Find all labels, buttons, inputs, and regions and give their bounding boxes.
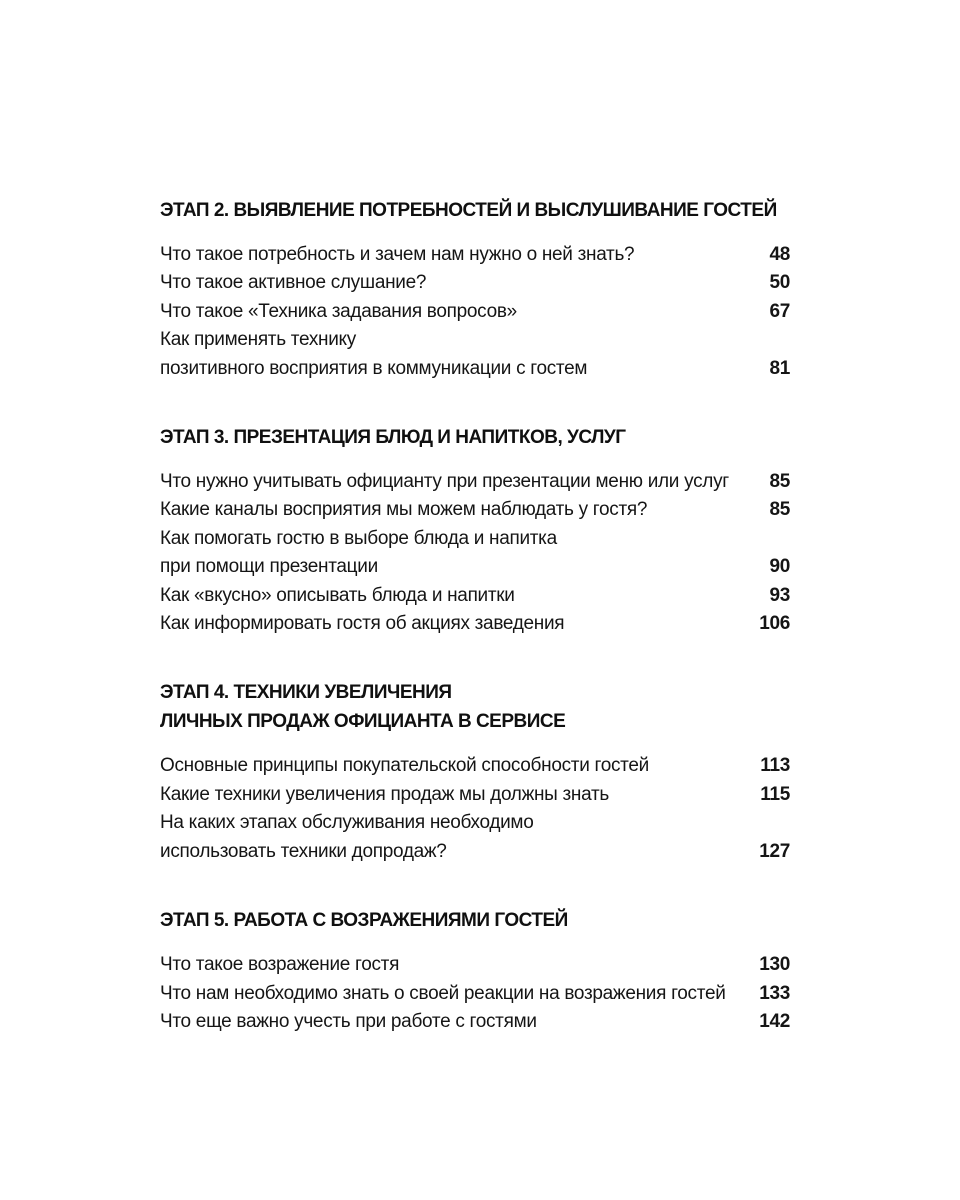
toc-entry bbox=[160, 298, 790, 326]
toc-entry-title: На каких этапах обслуживания необходимо bbox=[160, 812, 534, 834]
toc-entry-title: Что еще важно учесть при работе с гостями bbox=[160, 1010, 537, 1032]
toc-entry-page: 90 bbox=[769, 556, 790, 578]
toc-entry bbox=[160, 355, 790, 383]
toc-entry bbox=[160, 241, 790, 269]
toc-entry-title: Какие техники увеличения продаж мы должны знать bbox=[160, 783, 609, 805]
toc-entry-page: 50 bbox=[769, 272, 790, 294]
toc-section bbox=[160, 906, 790, 1036]
toc-entry bbox=[160, 610, 790, 638]
toc-section bbox=[160, 678, 790, 866]
toc-entry-page: 115 bbox=[760, 783, 790, 805]
toc-entry-title: Что такое потребность и зачем нам нужно о ней знать? bbox=[160, 244, 635, 265]
toc-entry-page: 130 bbox=[759, 954, 790, 976]
toc-entry-page: 48 bbox=[769, 244, 790, 265]
toc-entry bbox=[160, 496, 790, 524]
toc-entry bbox=[160, 951, 790, 979]
section-rows bbox=[160, 951, 790, 1036]
toc-entry bbox=[160, 553, 790, 581]
section-rows bbox=[160, 752, 790, 866]
toc-entry-title: Какие каналы восприятия мы можем наблюдать у гостя? bbox=[160, 499, 648, 521]
toc-entry-page: 106 bbox=[759, 613, 790, 635]
section-rows bbox=[160, 241, 790, 383]
toc-section bbox=[160, 196, 790, 383]
toc-section bbox=[160, 423, 790, 638]
toc-entry-title: Как «вкусно» описывать блюда и напитки bbox=[160, 584, 515, 606]
toc-entry bbox=[160, 781, 790, 809]
toc-entry-title: Что нужно учитывать официанту при презентации меню или услуг bbox=[160, 471, 729, 493]
toc-entry-title: позитивного восприятия в коммуникации с гостем bbox=[160, 357, 588, 379]
toc-entry bbox=[160, 582, 790, 610]
section-heading-line: ЭТАП 3. ПРЕЗЕНТАЦИЯ БЛЮД И НАПИТКОВ, УСЛУГ bbox=[160, 427, 626, 449]
toc-entry-page: 81 bbox=[769, 357, 790, 379]
section-heading-line: ЭТАП 4. ТЕХНИКИ УВЕЛИЧЕНИЯ bbox=[160, 682, 452, 704]
toc-entry-title: использовать техники допродаж? bbox=[160, 840, 447, 862]
section-heading-line: ЭТАП 5. РАБОТА С ВОЗРАЖЕНИЯМИ ГОСТЕЙ bbox=[160, 910, 568, 932]
toc-entry-page: 93 bbox=[769, 584, 790, 606]
toc-entry-title: Как информировать гостя об акциях заведения bbox=[160, 613, 565, 635]
toc-entry-title: Что такое возражение гостя bbox=[160, 954, 400, 976]
section-heading-line: ЛИЧНЫХ ПРОДАЖ ОФИЦИАНТА В СЕРВИСЕ bbox=[160, 711, 566, 733]
toc-entry bbox=[160, 269, 790, 297]
toc-entry bbox=[160, 1008, 790, 1036]
toc-entry-title: Основные принципы покупательской способности гостей bbox=[160, 755, 649, 777]
toc-entry-title: Что нам необходимо знать о своей реакции на возражения гостей bbox=[160, 982, 726, 1004]
toc-entry-page: 85 bbox=[769, 471, 790, 493]
toc-entry-title: Как помогать гостю в выборе блюда и напитка bbox=[160, 527, 557, 549]
section-rows bbox=[160, 468, 790, 638]
toc-entry bbox=[160, 809, 790, 837]
toc-entry-page: 142 bbox=[759, 1010, 790, 1032]
section-heading-line: ЭТАП 2. ВЫЯВЛЕНИЕ ПОТРЕБНОСТЕЙ И ВЫСЛУШИВАНИЕ ГОСТЕЙ bbox=[160, 200, 777, 221]
toc-content bbox=[160, 196, 790, 1076]
toc-entry bbox=[160, 752, 790, 780]
toc-entry-title: при помощи презентации bbox=[160, 556, 378, 578]
toc-entry-title: Что такое «Техника задавания вопросов» bbox=[160, 300, 517, 322]
toc-entry bbox=[160, 980, 790, 1008]
toc-entry-page: 113 bbox=[760, 755, 790, 777]
toc-entry-title: Что такое активное слушание? bbox=[160, 272, 427, 294]
toc-entry-page: 133 bbox=[759, 982, 790, 1004]
toc-entry bbox=[160, 326, 790, 354]
toc-entry-page: 85 bbox=[769, 499, 790, 521]
toc-entry-page: 67 bbox=[769, 300, 790, 322]
toc-entry-page: 127 bbox=[759, 840, 790, 862]
toc-entry-title: Как применять технику bbox=[160, 329, 356, 351]
toc-entry bbox=[160, 468, 790, 496]
toc-entry bbox=[160, 525, 790, 553]
toc-entry bbox=[160, 838, 790, 866]
toc-sections bbox=[160, 196, 790, 1036]
